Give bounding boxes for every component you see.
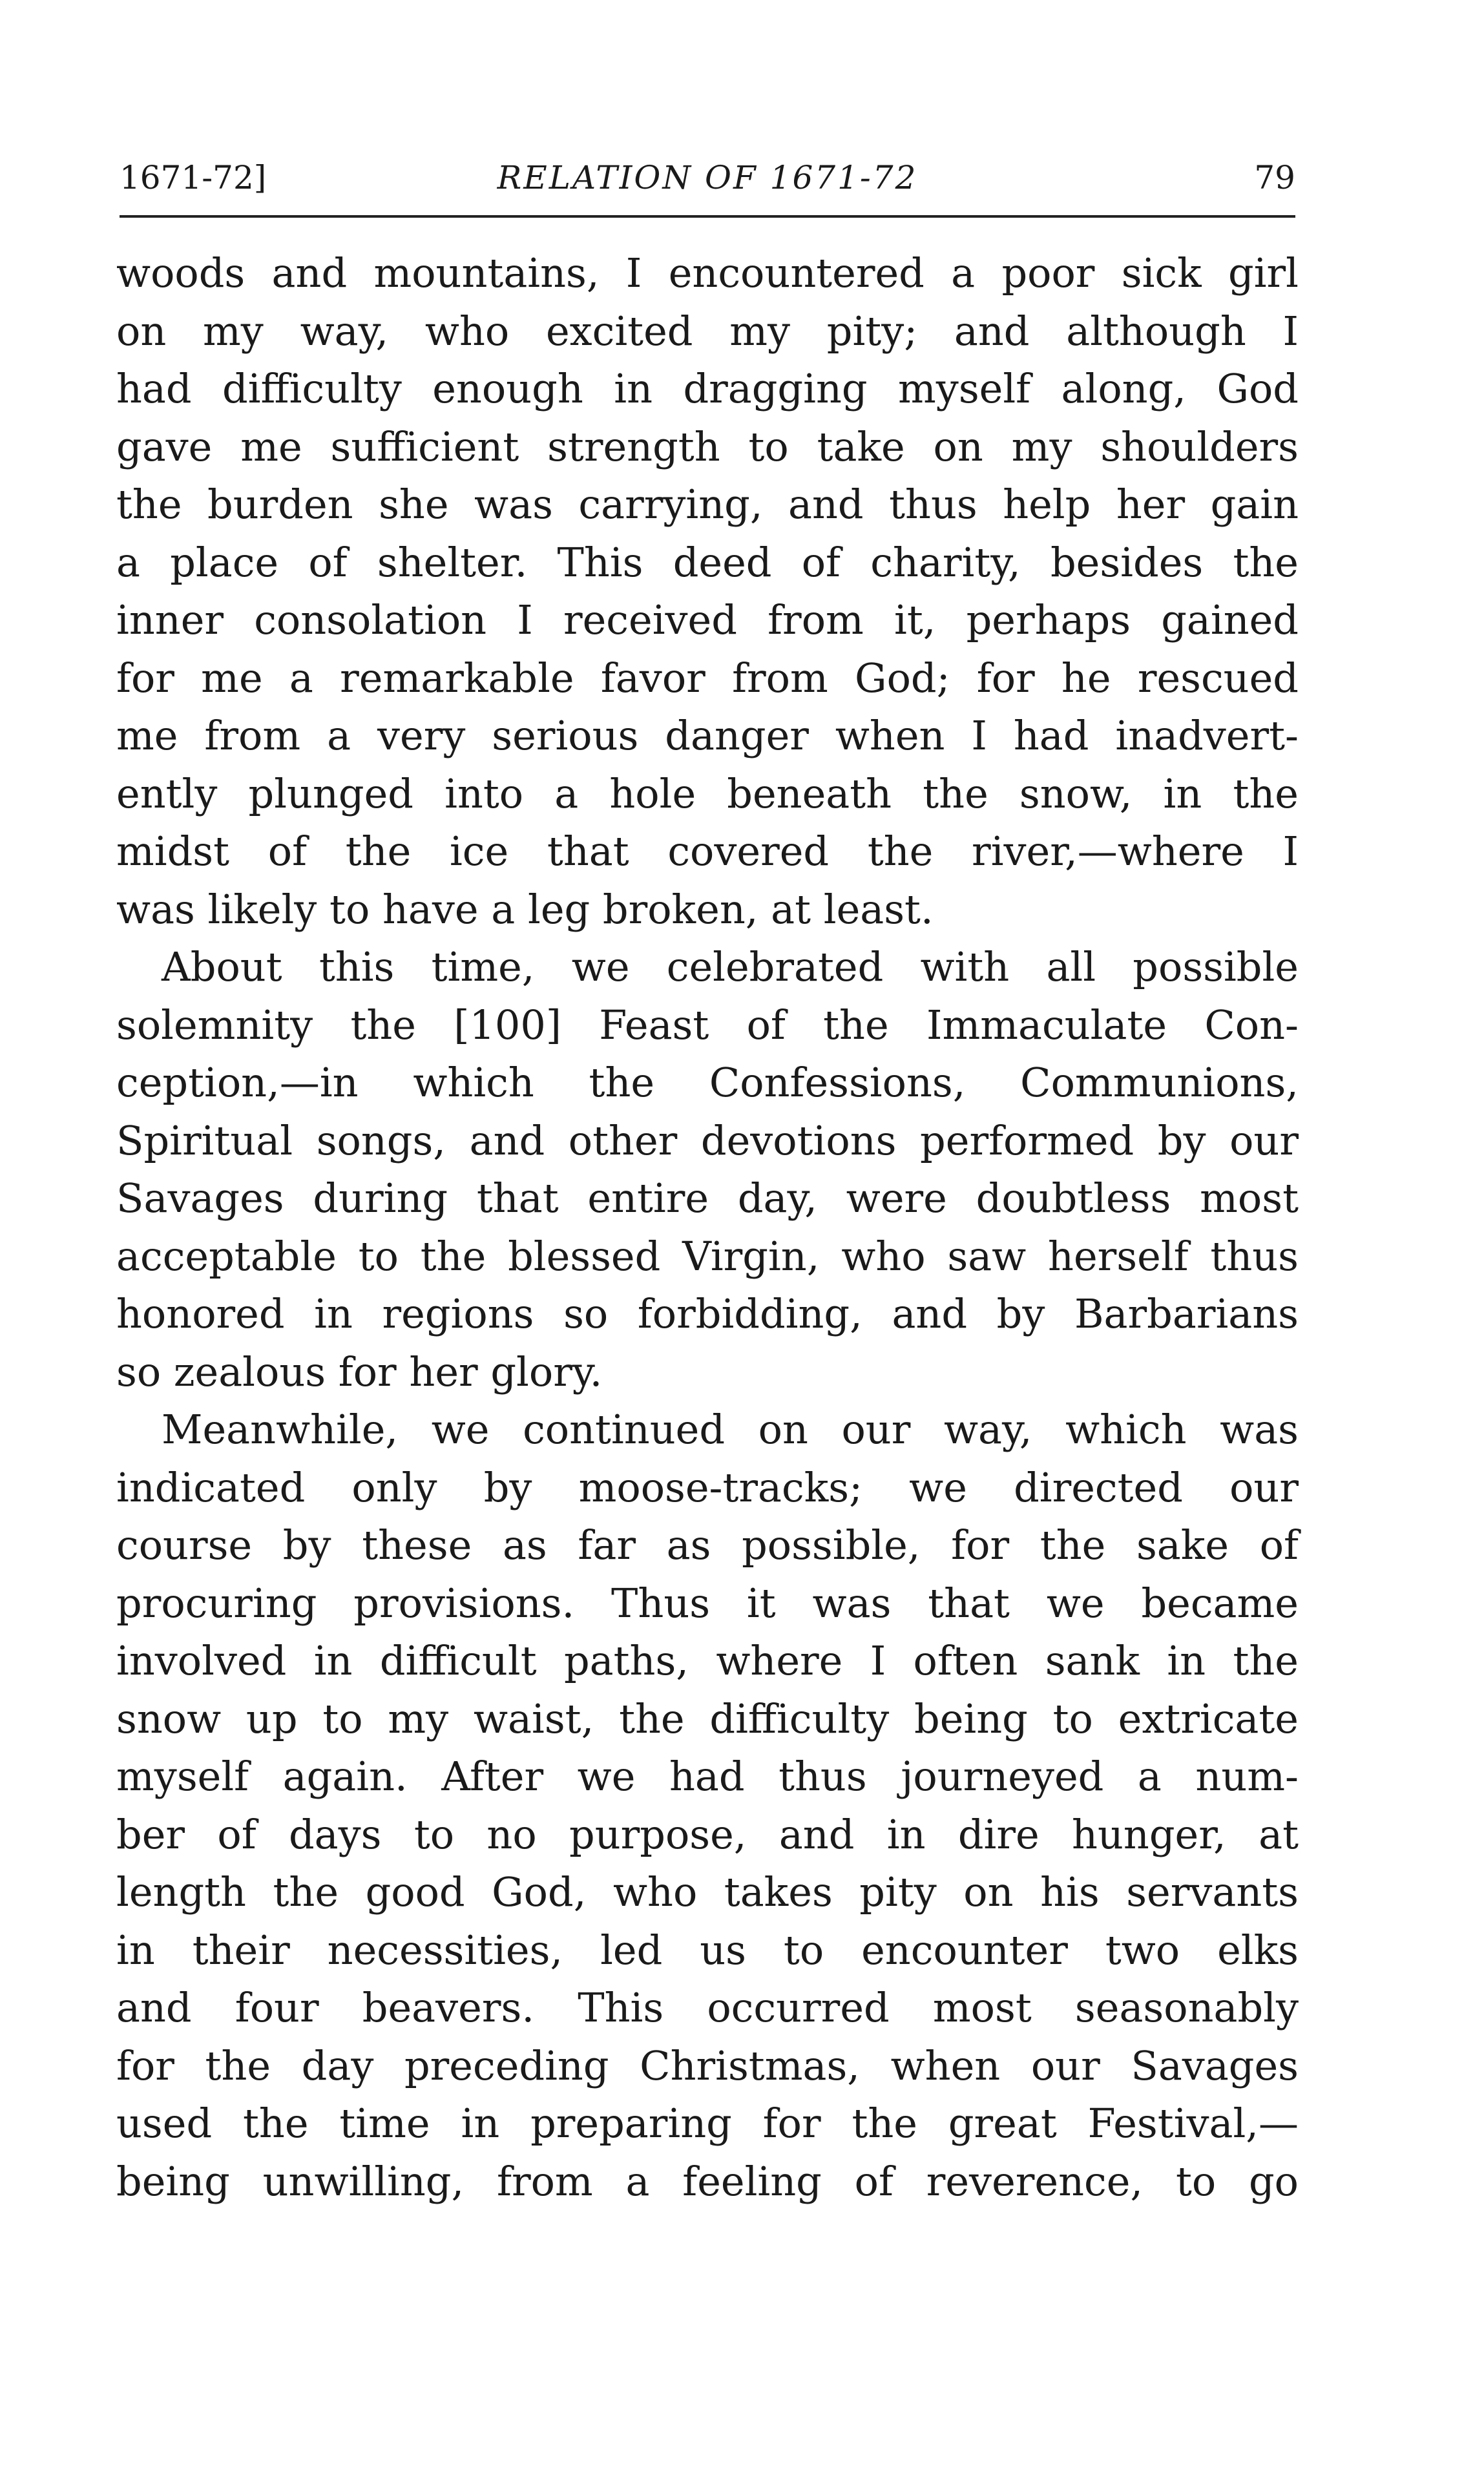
text-line: midst of the ice that covered the river,—where I <box>116 828 1299 875</box>
text-line: involved in difficult paths, where I often sank in the <box>116 1637 1299 1684</box>
text-line: acceptable to the blessed Virgin, who saw herself thus <box>116 1232 1299 1280</box>
text-line: used the time in preparing for the great Festival,— <box>116 2100 1299 2147</box>
text-line: so zealous for her glory. <box>116 1348 603 1395</box>
text-line: indicated only by moose-tracks; we directed our <box>116 1463 1299 1511</box>
text-line: ber of days to no purpose, and in dire hunger, at <box>116 1810 1299 1858</box>
text-line: Meanwhile, we continued on our way, which was <box>162 1406 1299 1453</box>
text-line: for me a remarkable favor from God; for he rescued <box>116 654 1299 702</box>
text-line: inner consolation I received from it, perhaps gained <box>116 596 1299 643</box>
header-title: RELATION OF 1671-72 <box>497 159 918 196</box>
text-line: Savages during that entire day, were doubtless most <box>116 1175 1299 1222</box>
text-line: being unwilling, from a feeling of reverence, to go <box>116 2157 1299 2205</box>
text-line: length the good God, who takes pity on his servants <box>116 1868 1299 1916</box>
text-line: was likely to have a leg broken, at least. <box>116 885 934 933</box>
text-line: solemnity the [100] Feast of the Immaculate Con- <box>116 1001 1299 1049</box>
text-line: course by these as far as possible, for the sake of <box>116 1521 1299 1569</box>
text-line: woods and mountains, I encountered a poor sick girl <box>116 249 1299 297</box>
body-text <box>116 244 1299 2210</box>
text-line: procuring provisions. Thus it was that we became <box>116 1579 1299 1627</box>
text-line: had difficulty enough in dragging myself along, God <box>116 365 1299 412</box>
text-line: ently plunged into a hole beneath the snow, in the <box>116 769 1299 817</box>
text-line: myself again. After we had thus journeyed a num- <box>116 1753 1299 1800</box>
text-line: for the day preceding Christmas, when our Savages <box>116 2042 1299 2089</box>
text-line: gave me sufficient strength to take on my shoulders <box>116 423 1299 470</box>
text-line: Spiritual songs, and other devotions performed by our <box>116 1116 1299 1164</box>
running-header <box>120 152 1295 204</box>
header-rule <box>120 215 1295 218</box>
text-line: About this time, we celebrated with all possible <box>162 943 1299 990</box>
text-line: a place of shelter. This deed of charity, besides the <box>116 538 1299 586</box>
page-number: 79 <box>1254 159 1295 196</box>
text-line: and four beavers. This occurred most seasonably <box>116 1984 1299 2031</box>
text-line: in their necessities, led us to encounter two elks <box>116 1926 1299 1974</box>
text-line: honored in regions so forbidding, and by Barbarians <box>116 1290 1299 1337</box>
header-date-range: 1671-72] <box>120 159 267 196</box>
text-line: me from a very serious danger when I had inadvert- <box>116 712 1299 759</box>
text-line: ception,—in which the Confessions, Communions, <box>116 1059 1299 1106</box>
text-line: the burden she was carrying, and thus help her gain <box>116 481 1299 528</box>
text-line: snow up to my waist, the difficulty being to extricate <box>116 1695 1299 1742</box>
text-line: on my way, who excited my pity; and although I <box>116 307 1299 355</box>
